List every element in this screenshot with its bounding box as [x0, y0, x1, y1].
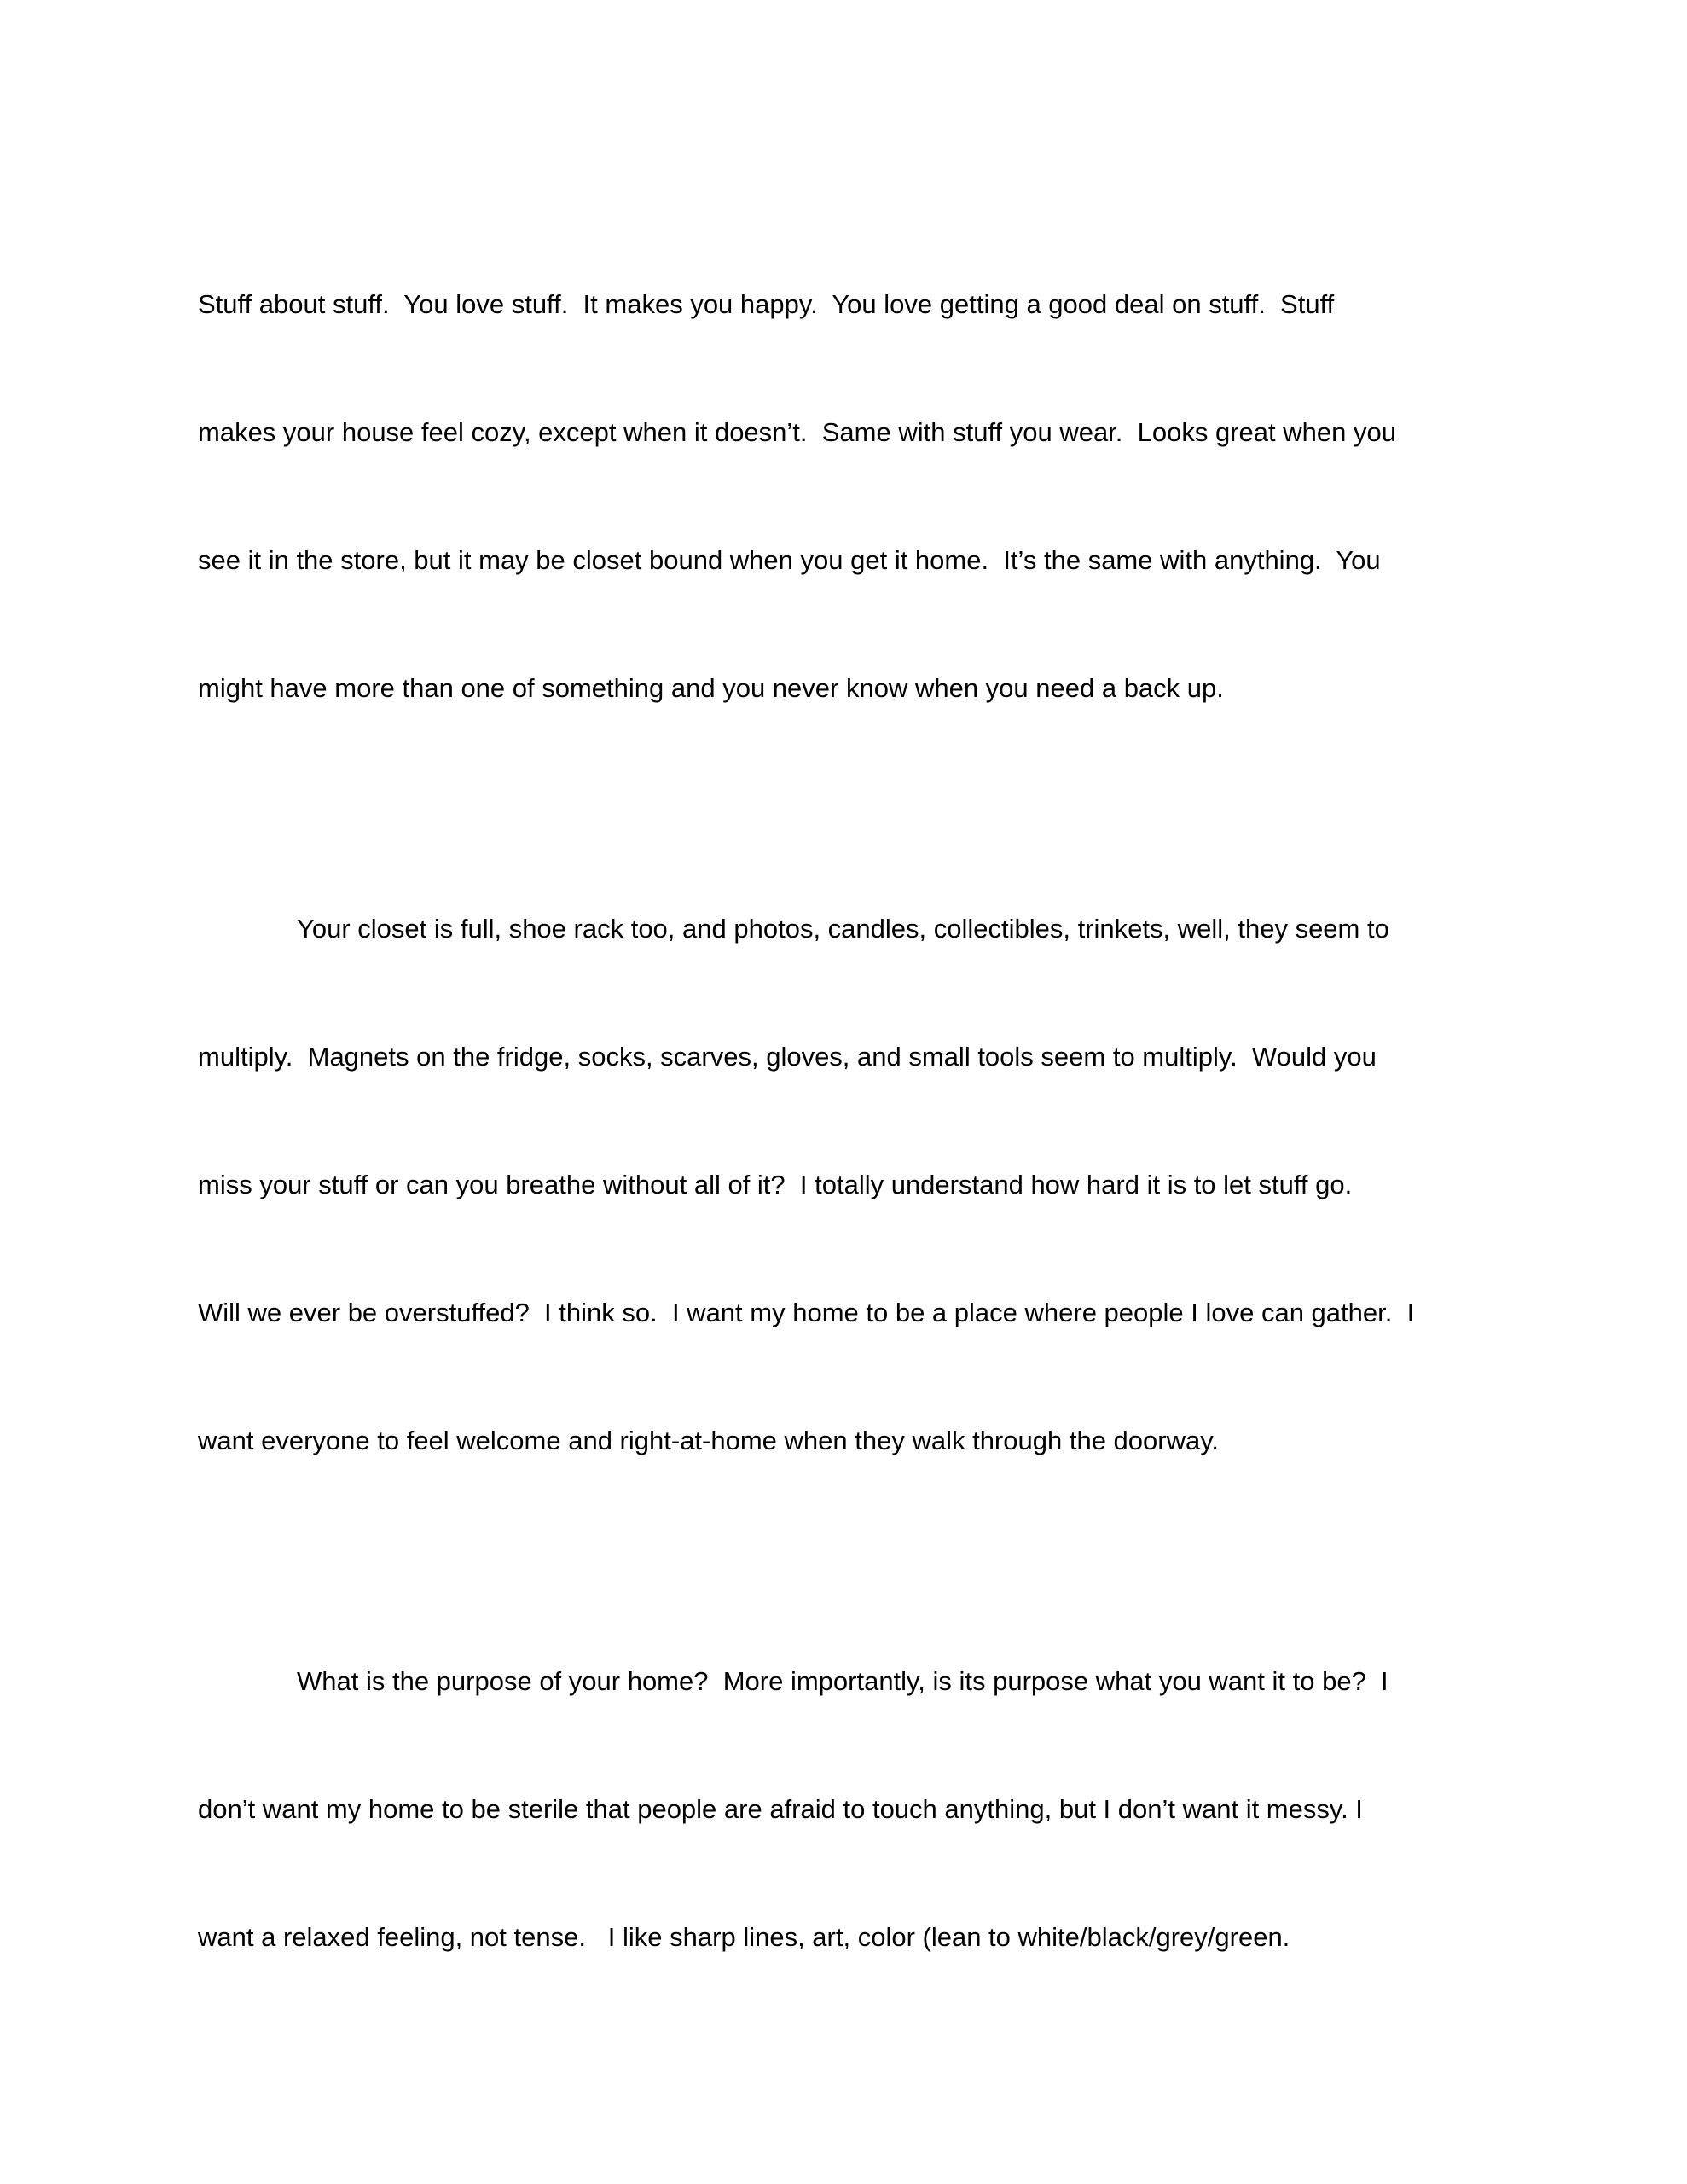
paragraph-1: [198, 198, 1503, 795]
paragraph-line: see it in the store, but it may be closet bound when you get it home. It’s the same with anything. You: [198, 545, 1381, 575]
paragraph-line: multiply. Magnets on the fridge, socks, scarves, gloves, and small tools seem to multiply. Would you: [198, 1042, 1377, 1072]
paragraph-line: Your closet is full, shoe rack too, and photos, candles, collectibles, trinkets, well, they seem to: [297, 914, 1389, 944]
paragraph-2: [198, 822, 1503, 1548]
paragraph-line: Will we ever be overstuffed? I think so. I want my home to be a place where people I love can gather. I: [198, 1298, 1415, 1327]
paragraph-line: want everyone to feel welcome and right-at-home when they walk through the doorway.: [198, 1426, 1220, 1455]
document-body: [198, 198, 1503, 2044]
paragraph-3: [198, 1575, 1503, 2044]
paragraph-line: might have more than one of something and you never know when you need a back up.: [198, 673, 1224, 703]
paragraph-line: miss your stuff or can you breathe without all of it? I totally understand how hard it is to let stuff go.: [198, 1170, 1353, 1199]
paragraph-line: makes your house feel cozy, except when it doesn’t. Same with stuff you wear. Looks great when you: [198, 417, 1396, 447]
paragraph-line: Stuff about stuff. You love stuff. It makes you happy. You love getting a good deal on stuff. Stuff: [198, 289, 1335, 319]
paragraph-line: What is the purpose of your home? More importantly, is its purpose what you want it to be? I: [297, 1666, 1388, 1696]
paragraph-line: want a relaxed feeling, not tense. I like sharp lines, art, color (lean to white/black/grey/green.: [198, 1922, 1290, 1952]
paragraph-line: don’t want my home to be sterile that people are afraid to touch anything, but I don’t want it messy. I: [198, 1794, 1363, 1824]
